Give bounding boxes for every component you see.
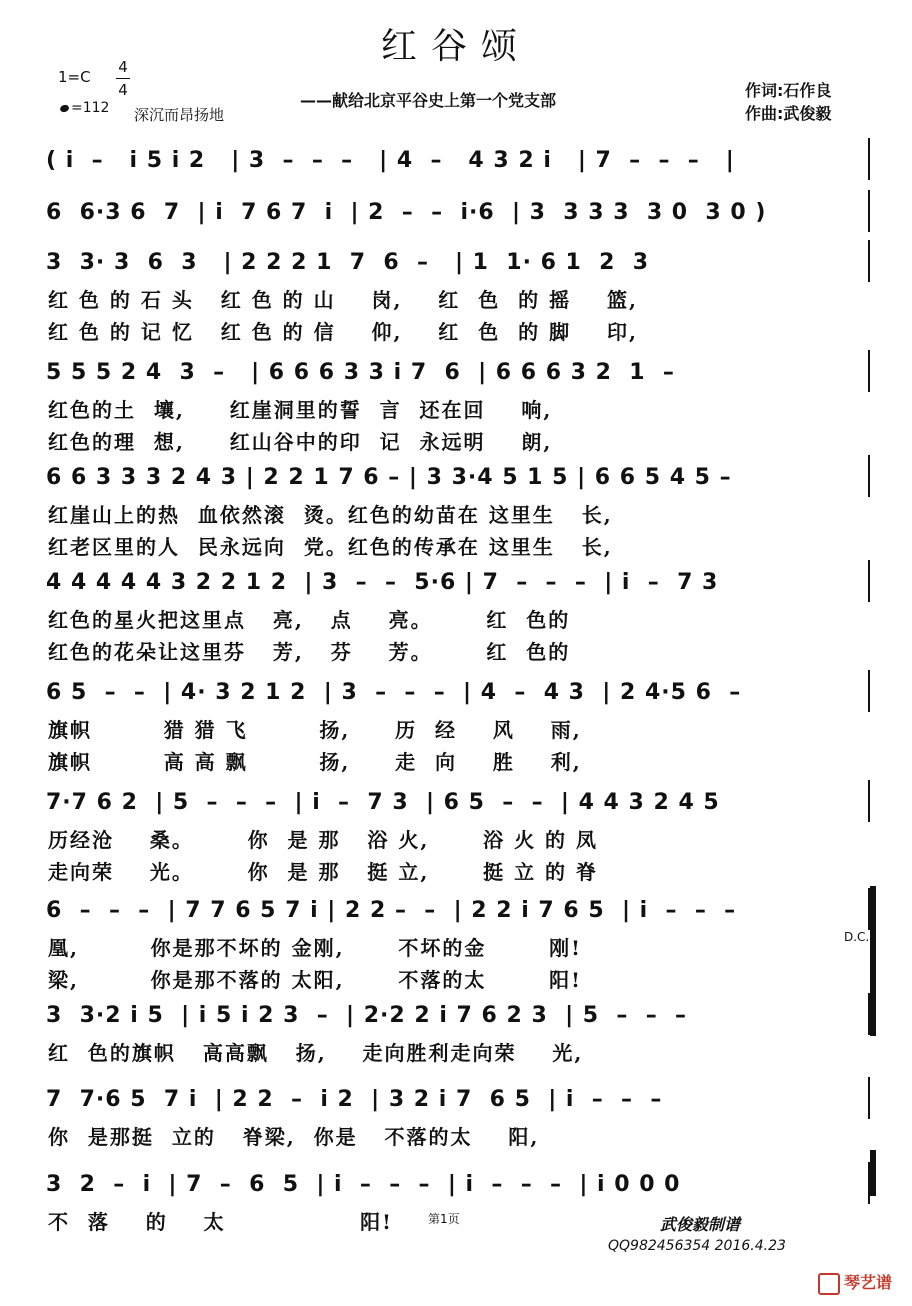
barline [868, 350, 870, 392]
notation-notes: ( i – i 5 i 2 | 3 – – – | 4 – 4 3 2 i | 7 – – – | [46, 148, 735, 173]
notation-row [38, 680, 878, 716]
logo-icon [818, 1273, 840, 1295]
time-signature [116, 56, 130, 101]
barline [868, 240, 870, 282]
tempo-mark [60, 100, 109, 116]
notation-notes: 3 2 – i | 7 – 6 5 | i – – – | i – – – | i 0 0 0 [46, 1172, 681, 1197]
notation-row [38, 360, 878, 396]
lyric-line: 红 色 的 石 头 红 色 的 山 岗, 红 色 的 摇 篮, [48, 288, 638, 312]
notation-row [38, 1087, 878, 1123]
barline [868, 670, 870, 712]
final-barline [870, 1150, 876, 1196]
key-signature: 1=C [58, 68, 91, 86]
dc-mark: D.C. [844, 930, 870, 944]
notation-notes: 6 5 – – | 4· 3 2 1 2 | 3 – – – | 4 – 4 3 | 2 4·5 6 – [46, 680, 742, 705]
meter-top: 4 [118, 58, 128, 76]
barline [868, 455, 870, 497]
notation-notes: 6 – – – | 7 7 6 5 7 i | 2 2 – – | 2 2 i 7 6 5 | i – – – [46, 898, 737, 923]
notation-notes: 5 5 5 2 4 3 – | 6 6 6 3 3 i 7 6 | 6 6 6 3 2 1 – [46, 360, 675, 385]
notation-notes: 6 6·3 6 7 | i 7 6 7 i | 2 – – i·6 | 3 3 3 3 3 0 3 0 ) [46, 200, 767, 225]
lyric-line: 红 色 的 记 忆 红 色 的 信 仰, 红 色 的 脚 印, [48, 320, 638, 344]
lyric-line: 红老区里的人 民永远向 党。红色的传承在 这里生 长, [48, 535, 613, 559]
notation-notes: 4 4 4 4 4 3 2 2 1 2 | 3 – – 5·6 | 7 – – – | i – 7 3 [46, 570, 719, 595]
lyric-line: 红崖山上的热 血依然滚 烫。红色的幼苗在 这里生 长, [48, 503, 613, 527]
lyric-line: 凰, 你是那不坏的 金刚, 不坏的金 刚! [48, 936, 582, 960]
lyric-line: 你 是那挺 立的 脊梁, 你是 不落的太 阳, [48, 1125, 540, 1149]
notation-notes: 6 6 3 3 3 2 4 3 | 2 2 1 7 6 – | 3 3·4 5 1 5 | 6 6 5 4 5 – [46, 465, 732, 490]
composer-credit: 作曲:武俊毅 [745, 104, 832, 123]
barline [868, 1077, 870, 1119]
barline [868, 780, 870, 822]
notation-row [38, 790, 878, 826]
notation-row [38, 570, 878, 606]
lyric-line: 红色的星火把这里点 亮, 点 亮。 红 色的 [48, 608, 571, 632]
barline [868, 560, 870, 602]
page-number: 第1页 [428, 1212, 460, 1226]
lyric-line: 梁, 你是那不落的 太阳, 不落的太 阳! [48, 968, 582, 992]
notation-notes: 7·7 6 2 | 5 – – – | i – 7 3 | 6 5 – – | 4 4 3 2 4 5 [46, 790, 720, 815]
lyric-line: 红 色的旗帜 高高飘 扬, 走向胜利走向荣 光, [48, 1041, 584, 1065]
lyric-line: 旗帜 高 高 飘 扬, 走 向 胜 利, [48, 750, 582, 774]
notation-row [38, 1172, 878, 1208]
notation-row [38, 898, 878, 934]
notation-row [38, 250, 878, 286]
lyric-line: 红色的土 壤, 红崖洞里的誓 言 还在回 响, [48, 398, 553, 422]
quarter-note-icon [59, 104, 70, 114]
notation-row [38, 1003, 878, 1039]
notation-row [38, 200, 878, 236]
tempo-value: =112 [71, 100, 110, 116]
song-title: 红谷颂 [380, 26, 531, 67]
lyricist-credit: 作词:石作良 [745, 81, 832, 100]
logo-text: 琴艺谱 [844, 1273, 893, 1292]
subtitle: ——献给北京平谷史上第一个党支部 [300, 91, 557, 110]
contact-line: QQ982456354 2016.4.23 [608, 1238, 786, 1254]
lyric-line: 红色的花朵让这里芬 芳, 芬 芳。 红 色的 [48, 640, 571, 664]
site-logo [818, 1270, 892, 1295]
notation-notes: 7 7·6 5 7 i | 2 2 – i 2 | 3 2 i 7 6 5 | i – – – [46, 1087, 663, 1112]
notation-row [38, 148, 878, 184]
lyric-line: 不 落 的 太 阳! [48, 1210, 393, 1234]
lyric-line: 旗帜 猎 猎 飞 扬, 历 经 风 雨, [48, 718, 582, 742]
barline [868, 138, 870, 180]
lyric-line: 走向荣 光。 你 是 那 挺 立, 挺 立 的 脊 [48, 860, 598, 884]
notation-notes: 3 3·2 i 5 | i 5 i 2 3 – | 2·2 2 i 7 6 2 3 | 5 – – – [46, 1003, 688, 1028]
expression-mark: 深沉而昂扬地 [134, 106, 225, 124]
lyric-line: 历经沧 桑。 你 是 那 浴 火, 浴 火 的 凤 [48, 828, 598, 852]
arranger-signature: 武俊毅制谱 [660, 1215, 741, 1234]
notation-row [38, 465, 878, 501]
notation-notes: 3 3· 3 6 3 | 2 2 2 1 7 6 – | 1 1· 6 1 2 3 [46, 250, 650, 275]
final-barline [870, 886, 876, 1036]
meter-bottom: 4 [118, 81, 128, 99]
barline [868, 190, 870, 232]
lyric-line: 红色的理 想, 红山谷中的印 记 永远明 朗, [48, 430, 553, 454]
